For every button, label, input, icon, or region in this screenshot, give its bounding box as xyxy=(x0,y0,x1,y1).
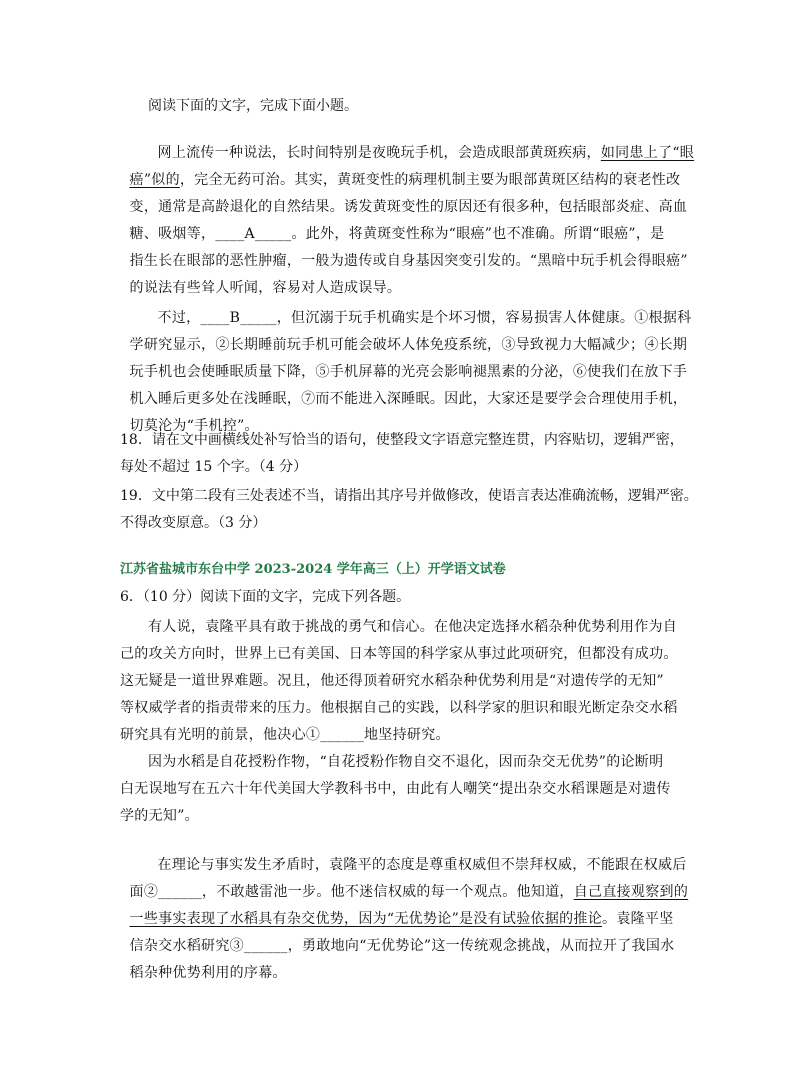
underlined-phrase: 如同患上了“眼 xyxy=(600,145,695,161)
s2-para3-line-5: 稻杂种优势利用的序幕。 xyxy=(129,965,287,981)
blank-b: ____B_____ xyxy=(200,310,277,326)
s2-para3-line-4: 信杂交水稻研究③______，勇敢地向“无优势论”这一传统观念挑战，从而拉开了我国水 xyxy=(129,938,675,954)
blank-a: ____A_____ xyxy=(215,226,292,242)
s2-para2-line-2: 白无误地写在五六十年代美国大学教科书中，由此有人嘲笑“提出杂交水稻课题是对遗传 xyxy=(120,781,671,797)
para1-line-1: 网上流传一种说法，长时间特别是夜晚玩手机，会造成眼部黄斑疾病，如同患上了“眼 xyxy=(157,145,695,161)
question-18-line-1: 18．请在文中画横线处补写恰当的语句，使整段文字语意完整连贯，内容贴切，逻辑严密， xyxy=(120,432,684,448)
s2-para3-line-1: 在理论与事实发生矛盾时，袁隆平的态度是尊重权威但不崇拜权威，不能跟在权威后 xyxy=(157,857,687,873)
intro-text: 阅读下面的文字，完成下面小题。 xyxy=(148,98,358,114)
para1-line-4: 糖、吸烟等，____A_____。此外，将黄斑变性称为“眼癌”也不准确。所谓“眼癌”，是 xyxy=(129,226,665,242)
question-19-line-2: 不得改变原意。（3 分） xyxy=(120,515,267,531)
para1-line-3: 变，通常是高龄退化的自然结果。诱发黄斑变性的原因还有很多种，包括眼部炎症、高血 xyxy=(129,199,688,215)
s2-para1-line-1: 有人说，袁隆平具有敢于挑战的勇气和信心。在他决定选择水稻杂种优势利用作为自 xyxy=(148,619,678,635)
s2-para1-line-2: 己的攻关方向时，世界上已有美国、日本等国的科学家从事过此项研究，但都没有成功。 xyxy=(120,646,678,662)
question-18-line-2: 每处不超过 15 个字。（4 分） xyxy=(120,459,308,475)
para1-line-6: 的说法有些耸人听闻，容易对人造成误导。 xyxy=(129,280,402,296)
para2-line-4: 机入睡后更多处在浅睡眠，⑦而不能进入深睡眠。因此，大家还是要学会合理使用手机， xyxy=(129,391,688,407)
para2-line-5: 切莫沦为“手机控”。 xyxy=(129,418,259,434)
underlined-phrase: 自己直接观察到的 xyxy=(573,884,689,900)
para2-line-2: 学研究显示，②长期睡前玩手机可能会破坏人体免疫系统，③导致视力大幅减少；④长期 xyxy=(129,337,688,353)
underlined-phrase: 癌”似的 xyxy=(129,172,180,188)
s2-para2-line-1: 因为水稻是自花授粉作物，“自花授粉作物自交不退化，因而杂交无优势”的论断明 xyxy=(148,754,664,770)
para2-line-3: 玩手机也会使睡眠质量下降，⑤手机屏幕的光亮会影响褪黑素的分泌，⑥使我们在放下手 xyxy=(129,364,688,380)
exam-heading: 江苏省盐城市东台中学 2023-2024 学年高三（上）开学语文试卷 xyxy=(120,562,506,577)
s2-para3-line-2: 面②______，不敢越雷池一步。他不迷信权威的每一个观点。他知道，自己直接观察到的 xyxy=(129,884,689,900)
para1-line-5: 指生长在眼部的恶性肿瘤，一般为遗传或自身基因突变引发的。“黑暗中玩手机会得眼癌” xyxy=(129,253,688,269)
s2-para3-line-3: 一些事实表现了水稻具有杂交优势，因为“无优势论”是没有试验依据的推论。袁隆平坚 xyxy=(129,911,674,927)
s2-para1-line-4: 等权威学者的指责带来的压力。他根据自己的实践，以科学家的胆识和眼光断定杂交水稻 xyxy=(120,700,678,716)
s2-para2-line-3: 学的无知”。 xyxy=(120,808,199,824)
para2-line-1: 不过，____B_____，但沉溺于玩手机确实是个坏习惯，容易损害人体健康。①根据科 xyxy=(157,310,692,326)
question-19-line-1: 19．文中第二段有三处表述不当，请指出其序号并做修改，使语言表达准确流畅，逻辑严密。 xyxy=(120,488,698,504)
s2-para1-line-5: 研究具有光明的前景，他决心①______地坚持研究。 xyxy=(120,727,450,743)
question-6: 6．（10 分）阅读下面的文字，完成下列各题。 xyxy=(120,589,411,605)
underlined-phrase: 一些事实表现了水稻具有杂交优势，因为“无优势论”是没有试验依据的推论 xyxy=(129,911,603,927)
para1-line-2: 癌”似的，完全无药可治。其实，黄斑变性的病理机制主要为眼部黄斑区结构的衰老性改 xyxy=(129,172,681,188)
s2-para1-line-3: 这无疑是一道世界难题。况且，他还得顶着研究水稻杂种优势利用是“对遗传学的无知” xyxy=(120,673,665,689)
